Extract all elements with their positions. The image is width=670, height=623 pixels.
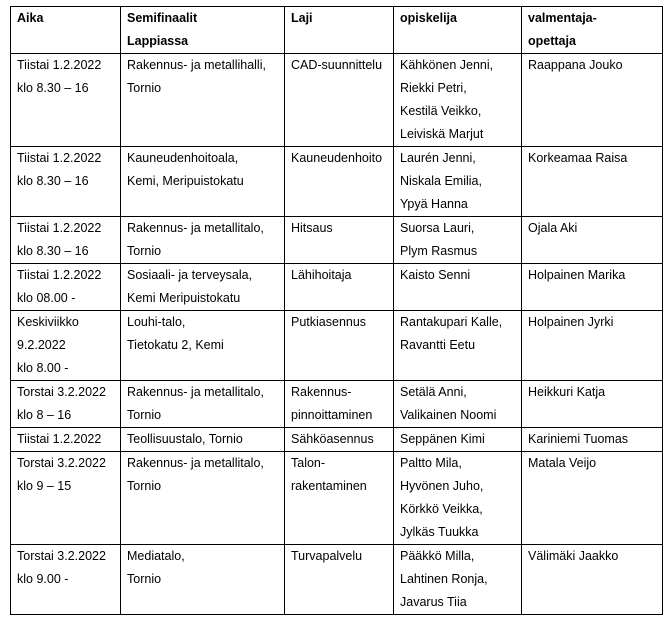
cell-opiskelijat-line: Pääkkö Milla,	[400, 549, 475, 563]
cell-semifinaali-paikka-line: Kemi, Meripuistokatu	[127, 174, 244, 188]
cell-aika	[11, 545, 121, 615]
cell-laji	[285, 545, 394, 615]
header-valmentaja	[522, 7, 663, 54]
cell-semifinaali-paikka	[121, 54, 285, 147]
cell-laji-line: Sähköasennus	[291, 432, 374, 446]
header-semifinaalit-line: Semifinaalit	[127, 11, 198, 25]
cell-aika-line: Torstai 3.2.2022	[17, 385, 106, 399]
header-valmentaja-line: valmentaja-	[528, 11, 597, 25]
cell-opiskelijat	[394, 54, 522, 147]
cell-valmentaja	[522, 381, 663, 428]
cell-semifinaali-paikka-line: Tornio	[127, 572, 162, 586]
cell-laji-line: Hitsaus	[291, 221, 333, 235]
header-aika	[11, 7, 121, 54]
cell-aika-line: Keskiviikko	[17, 315, 79, 329]
cell-valmentaja-line: Kariniemi Tuomas	[528, 432, 629, 446]
cell-opiskelijat-line: Valikainen Noomi	[400, 408, 497, 422]
cell-opiskelijat-line: Lahtinen Ronja,	[400, 572, 488, 586]
header-semifinaalit-line: Lappiassa	[127, 34, 189, 48]
cell-valmentaja-line: Välimäki Jaakko	[528, 549, 619, 563]
cell-opiskelijat-line: Rantakupari Kalle,	[400, 315, 503, 329]
cell-valmentaja	[522, 452, 663, 545]
cell-semifinaali-paikka-line: Mediatalo,	[127, 549, 185, 563]
cell-valmentaja	[522, 311, 663, 381]
cell-laji-line: Talon-	[291, 456, 326, 470]
cell-semifinaali-paikka-line: Rakennus- ja metallitalo,	[127, 385, 264, 399]
cell-laji	[285, 264, 394, 311]
cell-aika-line: klo 8.00 -	[17, 361, 69, 375]
cell-aika-line: 9.2.2022	[17, 338, 66, 352]
cell-semifinaali-paikka-line: Tornio	[127, 479, 162, 493]
cell-opiskelijat	[394, 428, 522, 452]
cell-valmentaja-line: Matala Veijo	[528, 456, 597, 470]
header-semifinaalit	[121, 7, 285, 54]
table-row	[11, 147, 663, 217]
header-opiskelija	[394, 7, 522, 54]
cell-semifinaali-paikka	[121, 381, 285, 428]
table-header	[11, 7, 663, 54]
header-valmentaja-line: opettaja	[528, 34, 576, 48]
cell-semifinaali-paikka-line: Sosiaali- ja terveysala,	[127, 268, 253, 282]
cell-opiskelijat	[394, 311, 522, 381]
cell-valmentaja	[522, 54, 663, 147]
header-laji-label: Laji	[291, 11, 313, 25]
cell-opiskelijat-line: Niskala Emilia,	[400, 174, 482, 188]
cell-opiskelijat	[394, 217, 522, 264]
cell-opiskelijat-line: Paltto Mila,	[400, 456, 462, 470]
table-body	[11, 54, 663, 615]
cell-opiskelijat-line: Kaisto Senni	[400, 268, 471, 282]
cell-semifinaali-paikka-line: Tornio	[127, 244, 162, 258]
cell-opiskelijat-line: Körkkö Veikka,	[400, 502, 483, 516]
cell-semifinaali-paikka	[121, 147, 285, 217]
table-row	[11, 217, 663, 264]
cell-semifinaali-paikka-line: Louhi-talo,	[127, 315, 186, 329]
cell-opiskelijat-line: Leiviskä Marjut	[400, 127, 484, 141]
table-row	[11, 452, 663, 545]
cell-laji	[285, 381, 394, 428]
cell-laji-line: Kauneudenhoito	[291, 151, 383, 165]
cell-semifinaali-paikka	[121, 217, 285, 264]
cell-valmentaja	[522, 428, 663, 452]
cell-aika-line: Tiistai 1.2.2022	[17, 432, 102, 446]
header-row	[11, 7, 663, 54]
cell-semifinaali-paikka-line: Rakennus- ja metallitalo,	[127, 456, 264, 470]
table-row	[11, 381, 663, 428]
cell-opiskelijat-line: Suorsa Lauri,	[400, 221, 475, 235]
cell-laji-line: Rakennus-	[291, 385, 352, 399]
cell-aika	[11, 452, 121, 545]
cell-aika	[11, 147, 121, 217]
cell-valmentaja-line: Korkeamaa Raisa	[528, 151, 628, 165]
cell-laji-line: pinnoittaminen	[291, 408, 373, 422]
cell-valmentaja-line: Raappana Jouko	[528, 58, 623, 72]
cell-aika-line: klo 8.30 – 16	[17, 174, 89, 188]
cell-opiskelijat	[394, 545, 522, 615]
table-row	[11, 264, 663, 311]
cell-aika	[11, 217, 121, 264]
cell-valmentaja	[522, 147, 663, 217]
cell-semifinaali-paikka-line: Teollisuustalo, Tornio	[127, 432, 243, 446]
table-row	[11, 311, 663, 381]
cell-laji-line: rakentaminen	[291, 479, 367, 493]
cell-semifinaali-paikka	[121, 264, 285, 311]
cell-semifinaali-paikka-line: Rakennus- ja metallihalli,	[127, 58, 266, 72]
cell-opiskelijat	[394, 381, 522, 428]
cell-aika	[11, 381, 121, 428]
cell-opiskelijat-line: Hyvönen Juho,	[400, 479, 484, 493]
cell-valmentaja-line: Holpainen Marika	[528, 268, 626, 282]
cell-opiskelijat-line: Setälä Anni,	[400, 385, 467, 399]
cell-aika-line: Torstai 3.2.2022	[17, 456, 106, 470]
cell-aika	[11, 54, 121, 147]
schedule-table	[10, 6, 663, 615]
cell-opiskelijat-line: Ravantti Eetu	[400, 338, 476, 352]
cell-opiskelijat-line: Laurén Jenni,	[400, 151, 476, 165]
cell-valmentaja-line: Heikkuri Katja	[528, 385, 606, 399]
cell-opiskelijat-line: Kähkönen Jenni,	[400, 58, 494, 72]
cell-aika-line: klo 08.00 -	[17, 291, 76, 305]
cell-laji	[285, 54, 394, 147]
cell-laji-line: CAD-suunnittelu	[291, 58, 383, 72]
cell-opiskelijat	[394, 264, 522, 311]
cell-semifinaali-paikka-line: Tietokatu 2, Kemi	[127, 338, 224, 352]
cell-opiskelijat-line: Javarus Tiia	[400, 595, 467, 609]
cell-semifinaali-paikka	[121, 311, 285, 381]
cell-laji	[285, 311, 394, 381]
cell-opiskelijat-line: Ypyä Hanna	[400, 197, 468, 211]
header-laji	[285, 7, 394, 54]
cell-opiskelijat	[394, 147, 522, 217]
cell-semifinaali-paikka-line: Kemi Meripuistokatu	[127, 291, 241, 305]
cell-valmentaja-line: Ojala Aki	[528, 221, 578, 235]
cell-semifinaali-paikka-line: Rakennus- ja metallitalo,	[127, 221, 264, 235]
cell-semifinaali-paikka	[121, 545, 285, 615]
cell-laji	[285, 452, 394, 545]
cell-opiskelijat	[394, 452, 522, 545]
cell-aika-line: klo 8.30 – 16	[17, 244, 89, 258]
cell-valmentaja	[522, 217, 663, 264]
table-row	[11, 428, 663, 452]
cell-laji-line: Turvapalvelu	[291, 549, 363, 563]
header-opiskelija-label: opiskelija	[400, 11, 457, 25]
cell-opiskelijat-line: Plym Rasmus	[400, 244, 478, 258]
cell-laji-line: Putkiasennus	[291, 315, 367, 329]
cell-aika-line: Torstai 3.2.2022	[17, 549, 106, 563]
cell-aika-line: klo 8.30 – 16	[17, 81, 89, 95]
cell-aika	[11, 264, 121, 311]
cell-semifinaali-paikka-line: Tornio	[127, 408, 162, 422]
cell-laji	[285, 428, 394, 452]
header-aika-label: Aika	[17, 11, 44, 25]
cell-opiskelijat-line: Riekki Petri,	[400, 81, 467, 95]
table-row	[11, 54, 663, 147]
cell-laji	[285, 147, 394, 217]
cell-aika	[11, 311, 121, 381]
cell-aika-line: Tiistai 1.2.2022	[17, 268, 102, 282]
cell-opiskelijat-line: Jylkäs Tuukka	[400, 525, 479, 539]
cell-laji-line: Lähihoitaja	[291, 268, 352, 282]
cell-semifinaali-paikka-line: Tornio	[127, 81, 162, 95]
cell-aika-line: klo 9 – 15	[17, 479, 72, 493]
cell-aika-line: Tiistai 1.2.2022	[17, 221, 102, 235]
cell-semifinaali-paikka	[121, 428, 285, 452]
table-row	[11, 545, 663, 615]
cell-opiskelijat-line: Kestilä Veikko,	[400, 104, 482, 118]
cell-aika-line: Tiistai 1.2.2022	[17, 58, 102, 72]
cell-laji	[285, 217, 394, 264]
cell-aika	[11, 428, 121, 452]
cell-aika-line: klo 8 – 16	[17, 408, 72, 422]
cell-valmentaja-line: Holpainen Jyrki	[528, 315, 614, 329]
cell-semifinaali-paikka	[121, 452, 285, 545]
cell-aika-line: Tiistai 1.2.2022	[17, 151, 102, 165]
cell-valmentaja	[522, 264, 663, 311]
cell-aika-line: klo 9.00 -	[17, 572, 69, 586]
cell-valmentaja	[522, 545, 663, 615]
cell-semifinaali-paikka-line: Kauneudenhoitoala,	[127, 151, 239, 165]
cell-opiskelijat-line: Seppänen Kimi	[400, 432, 485, 446]
